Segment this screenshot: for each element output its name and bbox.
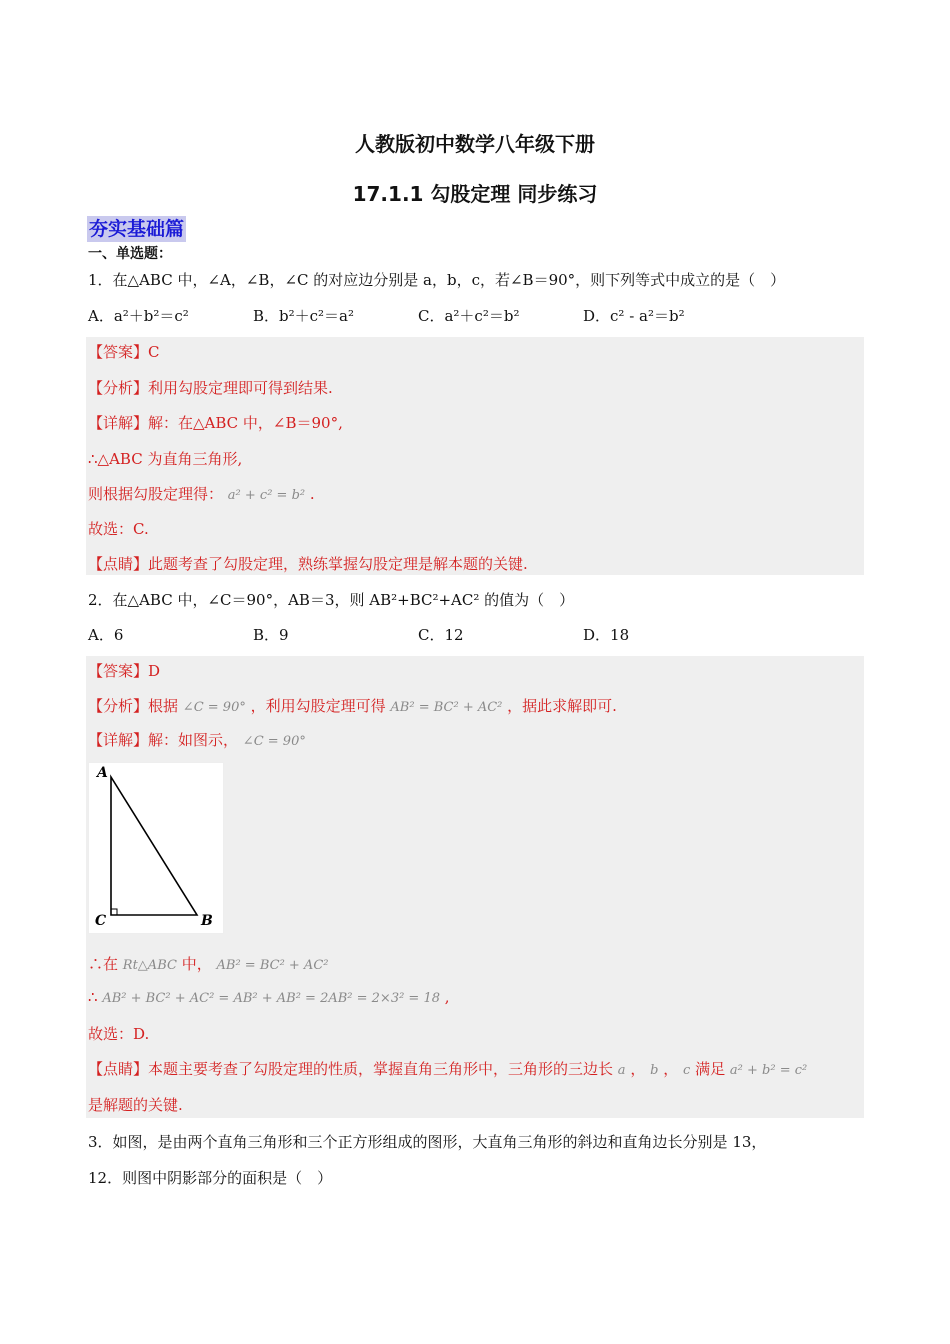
q1-detail: 【详解】解：在△ABC 中，∠B＝90°, xyxy=(88,414,343,432)
q2-choose: 故选：D. xyxy=(88,1025,150,1043)
q2-answer: 【答案】D xyxy=(88,662,161,680)
q3-stem-line1: 3．如图，是由两个直角三角形和三个正方形组成的图形，大直角三角形的斜边和直角边长分别是 13， xyxy=(88,1133,767,1151)
q1-answer: 【答案】C xyxy=(88,343,160,361)
vertex-label-c: C xyxy=(95,913,107,929)
q1-option-c: C．a²＋c²＝b² xyxy=(418,307,520,325)
q2-analysis-text-c: ，据此求解即可. xyxy=(507,697,617,715)
q2-analysis-formula-angle: ∠C = 90° xyxy=(182,700,246,715)
q1-choose: 故选：C. xyxy=(88,520,149,538)
vertex-label-b: B xyxy=(201,913,213,929)
q2-option-b: B．9 xyxy=(253,626,289,644)
q1-option-a: A．a²＋b²＝c² xyxy=(88,307,189,325)
q2-step1-text-a: ∴在 xyxy=(88,955,119,973)
q2-option-c: C．12 xyxy=(418,626,464,644)
q2-comment-var-b: b xyxy=(650,1063,659,1078)
q2-analysis-formula-pythag: AB² = BC² + AC² xyxy=(390,700,503,715)
page-title: 人教版初中数学八年级下册 xyxy=(355,132,595,156)
q2-analysis-text-a: 【分析】根据 xyxy=(88,697,179,715)
q2-step1 xyxy=(88,954,328,976)
q2-comment-var-a: a xyxy=(617,1063,626,1078)
q2-comment-line2: 是解题的关键. xyxy=(88,1096,183,1114)
q2-step2-formula: AB² + BC² + AC² = AB² + AB² = 2AB² = 2×3² = 18 xyxy=(102,991,440,1006)
q2-step1-formula-pythag: AB² = BC² + AC² xyxy=(216,958,329,973)
q2-comment-text-a: 【点睛】本题主要考查了勾股定理的性质，掌握直角三角形中，三角形的三边长 xyxy=(88,1060,614,1078)
vertex-label-a: A xyxy=(97,765,108,781)
q2-analysis-text-b: ，利用勾股定理可得 xyxy=(250,697,386,715)
triangle-shape xyxy=(111,777,197,915)
q2-step2-therefore: ∴ xyxy=(88,988,98,1006)
section-tag: 夯实基础篇 xyxy=(89,218,185,240)
q1-option-d: D．c² - a²＝b² xyxy=(583,307,685,325)
q3-stem-line2: 12．则图中阴影部分的面积是（ ） xyxy=(88,1169,333,1187)
q1-step2-formula: a² + c² = b² xyxy=(227,488,306,503)
q2-step1-text-b: 中， xyxy=(181,955,212,973)
triangle-svg xyxy=(89,763,223,933)
q2-stem: 2．在△ABC 中，∠C＝90°，AB＝3，则 AB²+BC²+AC² 的值为（ ） xyxy=(88,591,575,609)
q2-detail-formula: ∠C = 90° xyxy=(242,734,306,749)
q2-detail-text: 【详解】解：如图示， xyxy=(88,731,239,749)
q1-step1: ∴△ABC 为直角三角形, xyxy=(88,450,243,468)
page-subtitle: 17.1.1 勾股定理 同步练习 xyxy=(352,182,598,206)
q1-analysis: 【分析】利用勾股定理即可得到结果. xyxy=(88,379,333,397)
triangle-figure xyxy=(88,762,224,934)
q2-option-a: A．6 xyxy=(88,626,124,644)
q2-analysis xyxy=(88,696,617,718)
right-angle-mark xyxy=(111,909,117,915)
q1-comment: 【点睛】此题考查了勾股定理，熟练掌握勾股定理是解本题的关键. xyxy=(88,555,528,573)
q2-step2-comma: , xyxy=(444,988,450,1006)
q2-comment-text-d: 满足 xyxy=(695,1060,726,1078)
q2-comment-sep-1: ， xyxy=(630,1060,646,1078)
q1-step2 xyxy=(88,484,315,506)
q1-option-b: B．b²＋c²＝a² xyxy=(253,307,355,325)
q2-comment-formula: a² + b² = c² xyxy=(729,1063,808,1078)
q2-option-d: D．18 xyxy=(583,626,630,644)
q1-answer-box xyxy=(86,337,864,575)
q1-stem: 1．在△ABC 中，∠A，∠B，∠C 的对应边分别是 a，b，c，若∠B＝90°，则下列等式中成立的是（ ） xyxy=(88,271,786,289)
q2-comment-sep-2: ， xyxy=(663,1060,679,1078)
heading-single-choice: 一、单选题： xyxy=(88,246,172,262)
q2-comment-line1 xyxy=(88,1059,807,1081)
q2-step2 xyxy=(88,987,450,1009)
q2-comment-var-c: c xyxy=(683,1063,691,1078)
q2-detail xyxy=(88,730,306,752)
q1-step2-end: . xyxy=(309,485,315,503)
q1-step2-text: 则根据勾股定理得： xyxy=(88,485,224,503)
q2-step1-formula-rt: Rt△ABC xyxy=(122,958,177,973)
